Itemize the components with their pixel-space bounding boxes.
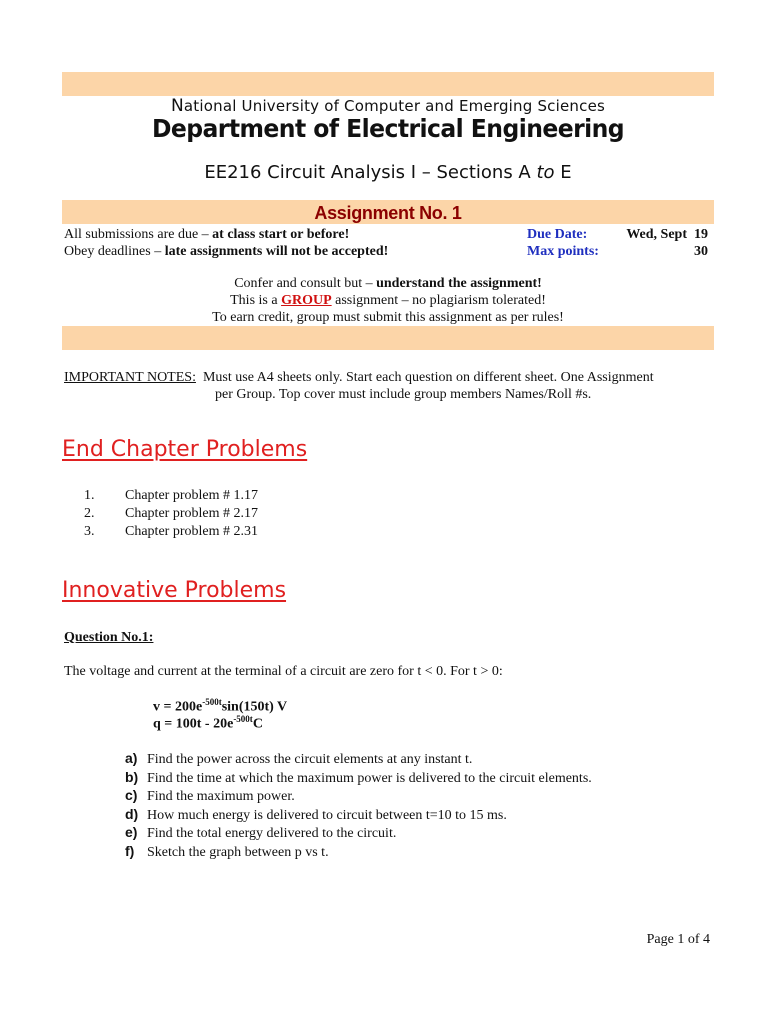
page-number: Page 1 of 4 <box>646 932 710 947</box>
list-item: e) Find the total energy delivered to the circuit. <box>125 824 397 841</box>
due-date-label: Due Date: <box>527 227 588 242</box>
assignment-title: Assignment No. 1 <box>314 203 462 223</box>
list-item: b) Find the time at which the maximum power is delivered to the circuit elements. <box>125 768 592 786</box>
max-points-label: Max points: <box>527 244 599 259</box>
credit-line: To earn credit, group must submit this assignment as per rules! <box>212 310 564 325</box>
list-item: 3. Chapter problem # 2.31 <box>84 524 258 539</box>
question-title: Question No.1: <box>64 630 154 645</box>
list-item: 2. Chapter problem # 2.17 <box>84 506 258 521</box>
end-chapter-heading: End Chapter Problems <box>62 437 308 462</box>
university-name: National University of Computer and Emerging Sciences <box>170 96 606 116</box>
innovative-heading: Innovative Problems <box>62 578 287 603</box>
list-item: a) Find the power across the circuit elements at any instant t. <box>125 750 473 767</box>
list-item: f) Sketch the graph between p vs t. <box>125 842 329 860</box>
notes-label: IMPORTANT NOTES: <box>64 370 196 385</box>
confer-line: Confer and consult but – understand the assignment! <box>234 276 542 291</box>
charge-equation: $q = 100t - 20e^{-500t}C$ <box>153 714 263 732</box>
submission-due-line: All submissions are due – at class start or before! <box>64 227 350 242</box>
group-line: This is a GROUP assignment – no plagiarism tolerated! <box>230 293 546 308</box>
important-notes: IMPORTANT NOTES: Must use A4 sheets only. Start each question on different sheet. One Assignment per Group. Top cover must include group members Names/Roll #s. <box>64 370 654 402</box>
end-chapter-list <box>84 487 258 541</box>
voltage-equation: $v = 200e^{-500t}\sin(150t)$ V <box>153 697 288 715</box>
group-word: GROUP <box>281 293 332 308</box>
deadline-line: Obey deadlines – late assignments will not be accepted! <box>64 244 389 259</box>
question-parts <box>125 750 592 861</box>
footer-band <box>62 326 714 350</box>
list-item: 1. Chapter problem # 1.17 <box>84 488 258 503</box>
header-band <box>62 72 714 96</box>
list-item: d) How much energy is delivered to circuit between t=10 to 15 ms. <box>125 805 507 823</box>
course-title: EE216 Circuit Analysis I – Sections A to E <box>204 162 572 183</box>
max-points-value: 30 <box>694 244 708 259</box>
list-item: c) Find the maximum power. <box>125 787 295 804</box>
question-intro: The voltage and current at the terminal of a circuit are zero for t < 0. For t > 0: <box>64 664 503 679</box>
due-date-value: Wed, Sept 19 <box>626 227 708 242</box>
department-title: Department of Electrical Engineering <box>151 114 625 143</box>
